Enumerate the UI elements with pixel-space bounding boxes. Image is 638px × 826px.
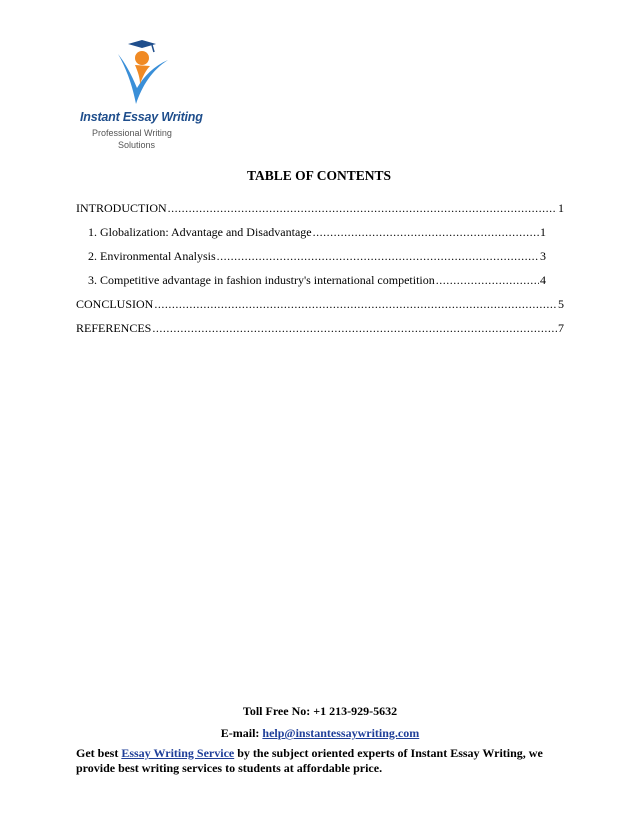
toc-entry-label: 1. Globalization: Advantage and Disadvantage [88, 225, 312, 239]
toc-entry-introduction[interactable] [76, 196, 564, 220]
toc-title: TABLE OF CONTENTS [246, 168, 392, 183]
toc-page-number: 1 [558, 201, 564, 215]
table-of-contents [76, 196, 564, 340]
promo-suffix: by the subject oriented experts of Instant Essay Writing, we provide best writing services to students at affordable price. [76, 746, 543, 775]
promo-text [76, 746, 564, 776]
toc-entry-label: REFERENCES [76, 321, 152, 335]
promo-prefix: Get best [76, 746, 122, 760]
toc-leader-dots [436, 268, 539, 292]
toc-leader-dots [152, 316, 557, 340]
page-footer [76, 700, 564, 776]
toc-leader-dots [154, 292, 557, 316]
logo-tagline: Professional Writing [92, 128, 172, 138]
toc-entry-label: CONCLUSION [76, 297, 154, 311]
toc-leader-dots [168, 196, 557, 220]
logo-brand-name: Instant Essay Writing [80, 110, 203, 124]
logo-tagline-2: Solutions [118, 140, 156, 150]
toc-page-number: 3 [540, 249, 546, 263]
toc-entry-globalization[interactable] [76, 220, 564, 244]
toc-entry-conclusion[interactable] [76, 292, 564, 316]
toc-page-number: 4 [540, 273, 546, 287]
toc-page-number: 5 [558, 297, 564, 311]
toc-leader-dots [217, 244, 539, 268]
toc-entry-label: 2. Environmental Analysis [88, 249, 216, 263]
email-label: E-mail: [220, 726, 263, 740]
toc-page-number: 1 [540, 225, 546, 239]
toc-entry-environmental-analysis[interactable] [76, 244, 564, 268]
essay-writing-service-link[interactable]: Essay Writing Service [121, 746, 235, 760]
email-line [76, 722, 564, 744]
toll-free-number: Toll Free No: +1 213-929-5632 [242, 704, 398, 718]
email-link[interactable]: help@instantessaywriting.com [262, 726, 420, 740]
toc-entry-references[interactable] [76, 316, 564, 340]
company-logo [78, 40, 208, 152]
graduate-figure-icon [112, 40, 172, 108]
toc-entry-label: INTRODUCTION [76, 201, 167, 215]
toc-entry-competitive-advantage[interactable] [76, 268, 564, 292]
toc-leader-dots [313, 220, 539, 244]
toc-page-number: 7 [558, 321, 564, 335]
toc-entry-label: 3. Competitive advantage in fashion industry's international competition [88, 273, 435, 287]
